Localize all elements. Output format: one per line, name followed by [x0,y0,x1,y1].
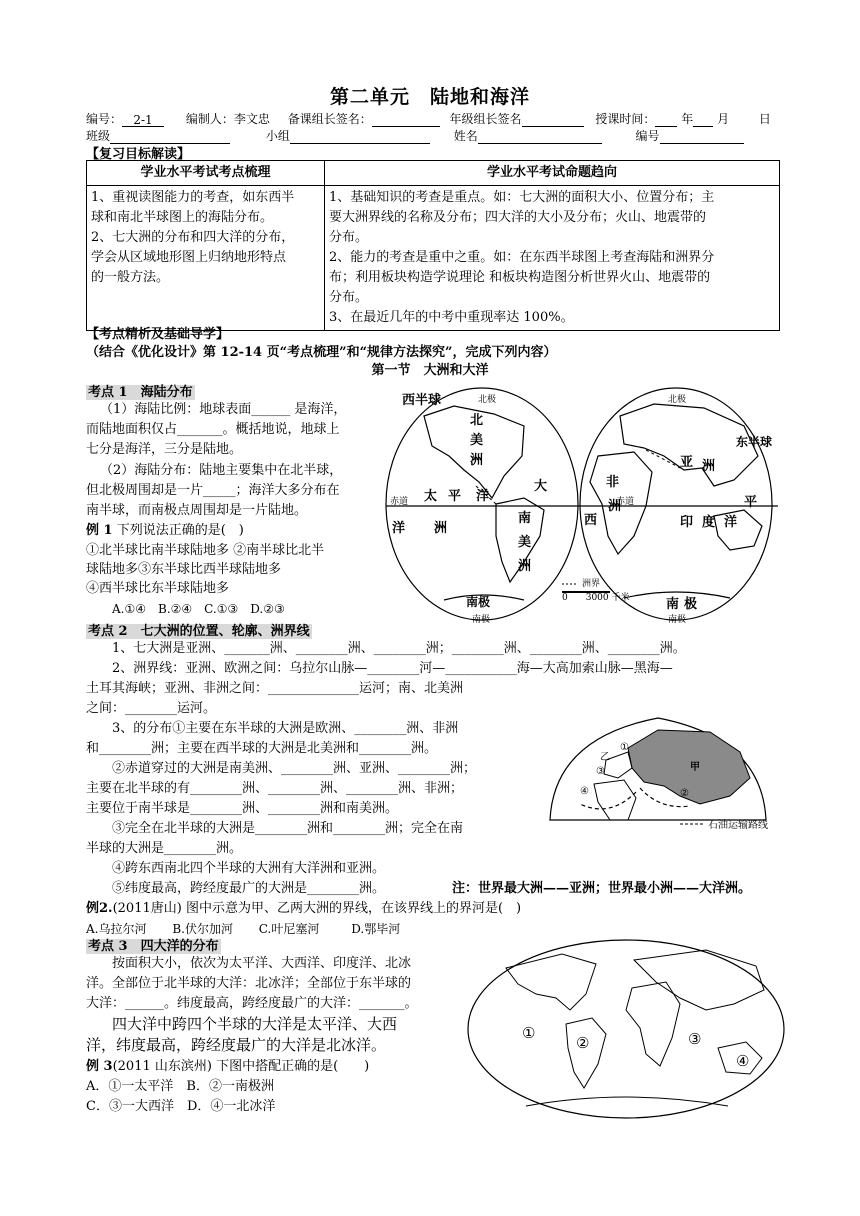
ocean-marker-3: ③ [688,1030,702,1048]
svg-text:洲: 洲 [702,459,716,474]
kd1-line: （1）海陆比例：地球表面______ 是海洋， [100,402,347,417]
world-oceans-map [466,938,786,1120]
section-title: 第一节 大洲和大洋 [371,363,489,378]
equator-label-west: 赤道 [390,497,409,507]
svg-text:南极: 南极 [466,595,491,609]
svg-text:大: 大 [534,479,548,494]
svg-text:亚: 亚 [680,455,694,470]
grade-sign-label: 年级组长签名 [449,112,522,126]
svg-text:美: 美 [470,433,484,448]
south-america-shape [566,1018,606,1088]
kd1-line: （2）海陆分布：陆地主要集中在北半球， [100,463,343,478]
marker-4: ④ [580,786,589,797]
kd2-line: ④跨东西南北四个半球的大洲有大洋洲和亚洲。 [112,861,386,876]
code-value: 2-1 [122,113,164,127]
scale-label: 0 3000 千米 [562,593,630,603]
eurasia-shape [634,950,764,1010]
svg-text:南: 南 [518,511,532,526]
num-label: 编号 [635,129,660,143]
africa-shape [594,780,636,820]
year-field[interactable] [655,113,677,127]
kd1-line: 南半球，而南极点周围却是一片陆地。 [86,503,308,518]
legend-label: 洲界 [582,579,601,589]
example-3-choices: A．①一太平洋 B．②一南极洲 [86,1079,274,1094]
kd2-line: ③完全在北半球的大洲是________洲和________洲；完全在南 [112,821,464,836]
kd3-line: 洋。全部位于北半球的大洋：北冰洋；全部位于东半球的 [86,976,412,991]
meta-row-1 [86,110,771,127]
example-2: 例2.(2011唐山) 图中示意为甲、乙两大洲的界线，在该界线上的界河是( ) [86,901,522,916]
name-field[interactable] [478,130,602,144]
kd2-line: 土耳其海峡；亚洲、非洲之间：______________运河；南、北美洲 [86,681,464,696]
kd2-title: 考点 2 七大洲的位置、轮廓、洲界线 [88,624,310,639]
kd3-line: 按面积大小，依次为太平洋、大西洋、印度洋、北冰 [112,956,412,971]
time-label: 授课时间： [595,112,656,126]
example-1-option: ④西半球比东半球陆地多 [86,581,230,596]
kd2-line: 和________洲；主要在西半球的大洲是北美洲和________洲。 [86,741,438,756]
svg-text:洋: 洋 [392,521,406,536]
world-map-frame [468,940,784,1118]
prep-sign-field[interactable] [372,113,440,127]
svg-text:太: 太 [424,489,438,504]
ocean-marker-1: ① [522,1024,536,1042]
equator-label-east: 赤道 [616,497,635,507]
month-field[interactable] [693,113,713,127]
yi-label: 乙 [600,752,610,763]
svg-text:极: 极 [684,597,698,612]
ocean-marker-4: ④ [736,1052,750,1070]
kd1-line: 而陆地面积仅占_______。概括地说，地球上 [86,422,340,437]
day-label: 日 [758,112,771,126]
prep-sign-label: 备课组长签名： [287,112,372,126]
example-1-option: 球陆地多③东半球比西半球陆地多 [86,562,282,577]
svg-text:平: 平 [448,489,462,504]
svg-text:度: 度 [702,515,716,530]
review-header: 【复习目标解读】 [86,147,191,162]
kd2-line: ⑤纬度最高，跨经度最广的大洲是________洲。 [112,881,386,896]
marker-2: ② [680,788,689,799]
north-america-shape [506,954,596,1010]
boundary-line [646,450,684,470]
africa-shape [626,982,680,1066]
kd1-title: 考点 1 海陆分布 [88,385,193,400]
kd3-emphasis: 洋，纬度最高，跨经度最广的大洋是北冰洋。 [86,1036,387,1054]
marker-1: ① [620,742,629,753]
kd2-line: 3、的分布①主要在东半球的大洲是欧洲、________洲、非洲 [112,721,459,736]
east-hemisphere-label: 东半球 [736,435,773,449]
svg-text:南: 南 [666,597,680,612]
svg-text:非: 非 [606,475,620,490]
instruction: （结合《优化设计》第 12-14 页“考点梳理”和“规律方法探究”，完成下列内容） [86,345,557,360]
west-hemisphere-label: 西半球 [402,393,442,408]
kd2-line: 半球的大洲是________洲。 [86,841,243,856]
south-pole-label-east: 南极 [668,615,687,625]
north-pole-label-west: 北极 [478,395,497,405]
kd2-line: ②赤道穿过的大洲是南美洲、________洲、亚洲、________洲； [112,761,477,776]
kd3-title: 考点 3 四大洋的分布 [88,939,219,954]
page-title: 第二单元 陆地和海洋 [329,86,530,108]
col2-body: 1、基础知识的考查是重点。如：七大洲的面积大小、位置分布；主 要大洲界线的名称及分布；四大洋的大小及分布；火山、地震带的 分布。 2、能力的考查是重中之重。如：在东西半球图上考查海陆和洲界分 布；利用板块构造学说理论 和板块构造图分析世界火山、地震带的 分布。 3、在最近几年的中考中重现率达 100%。 [325,186,780,331]
kd3-line: 大洋：______。纬度最高，跨经度最广的大洋：_______。 [86,996,418,1011]
hemispheres-map [384,386,784,626]
ocean-marker-2: ② [576,1034,590,1052]
analysis-header: 【考点精析及基础导学】 [86,327,230,342]
group-label: 小组 [265,129,290,143]
example-1: 例 1 下列说法正确的是( ) [86,523,244,538]
marker-3: ③ [596,766,605,777]
kd3-emphasis: 四大洋中跨四个半球的大洋是太平洋、大西 [112,1015,398,1033]
svg-text:洋: 洋 [476,489,490,504]
oceania-shape [714,510,762,550]
svg-text:洲: 洲 [518,559,532,574]
svg-text:印: 印 [680,515,694,530]
num-field[interactable] [660,130,744,144]
col2-header: 学业水平考试命题趋向 [325,161,780,186]
svg-text:洲: 洲 [608,499,622,514]
example-1-choices: A.①④ B.②④ C.①③ D.②③ [112,602,285,616]
example-1-option: ①北半球比南半球陆地多 ②南半球比北半 [86,543,325,558]
kd2-line: 主要在北半球的有________洲、________洲、________洲、非洲； [86,781,464,796]
south-pole-label-west: 南极 [472,615,491,625]
name-label: 姓名 [453,129,478,143]
editor: 编制人：李文忠 [185,112,270,126]
svg-text:洲: 洲 [470,453,484,468]
kd2-line: 主要位于南半球是________洲、________洲和南美洲。 [86,801,399,816]
eurasia-map [540,708,776,832]
svg-text:北: 北 [470,413,484,428]
month-label: 月 [717,112,730,126]
kd2-note: 注：世界最大洲——亚洲；世界最小洲——大洋洲。 [452,881,752,896]
svg-text:西: 西 [584,513,598,528]
example-2-choices: A.乌拉尔河 B.伏尔加河 C.叶尼塞河 D.鄂毕河 [86,922,401,936]
svg-text:平: 平 [744,495,758,510]
antarctica-shape [526,1097,728,1106]
svg-text:美: 美 [518,535,532,550]
grade-sign-field[interactable] [522,113,584,127]
kd1-line: 七分是海洋，三分是陆地。 [86,442,243,457]
year-label: 年 [681,112,694,126]
class-field[interactable] [110,130,230,144]
svg-text:洲: 洲 [434,521,448,536]
jia-label: 甲 [690,762,700,773]
continent-jia-shape [628,730,750,804]
kd2-line: 1、七大洲是亚洲、_______洲、________洲、________洲；________洲、________洲、________洲。 [112,641,686,656]
review-table [86,160,780,331]
class-label: 班级 [86,129,111,143]
kd2-line: 之间：________运河。 [86,701,217,716]
kd2-line: 2、洲界线：亚洲、欧洲之间：乌拉尔山脉—________河—___________海—大高加索山脉—黑海— [112,661,673,676]
north-pole-label-east: 北极 [668,395,687,405]
code-label: 编号： [86,112,123,126]
group-field[interactable] [290,130,430,144]
meta-row-2 [86,127,744,144]
col1-body: 1、重视读图能力的考查，如东西半 球和南北半球图上的海陆分布。 2、七大洲的分布和四大洋的分布， 学会从区域地形图上归纳地形特点 的一般方法。 [87,186,325,331]
col1-header: 学业水平考试考点梳理 [87,161,325,186]
example-3-choices: C．③一大西洋 D．④一北冰洋 [86,1099,276,1114]
oil-route-legend: 石油运输路线 [708,820,768,831]
svg-text:洋: 洋 [724,515,738,530]
kd1-line: 但北极周围却是一片_____；海洋大多分布在 [86,483,340,498]
example-3: 例 3(2011 山东滨州) 下图中搭配正确的是( ) [86,1059,370,1074]
